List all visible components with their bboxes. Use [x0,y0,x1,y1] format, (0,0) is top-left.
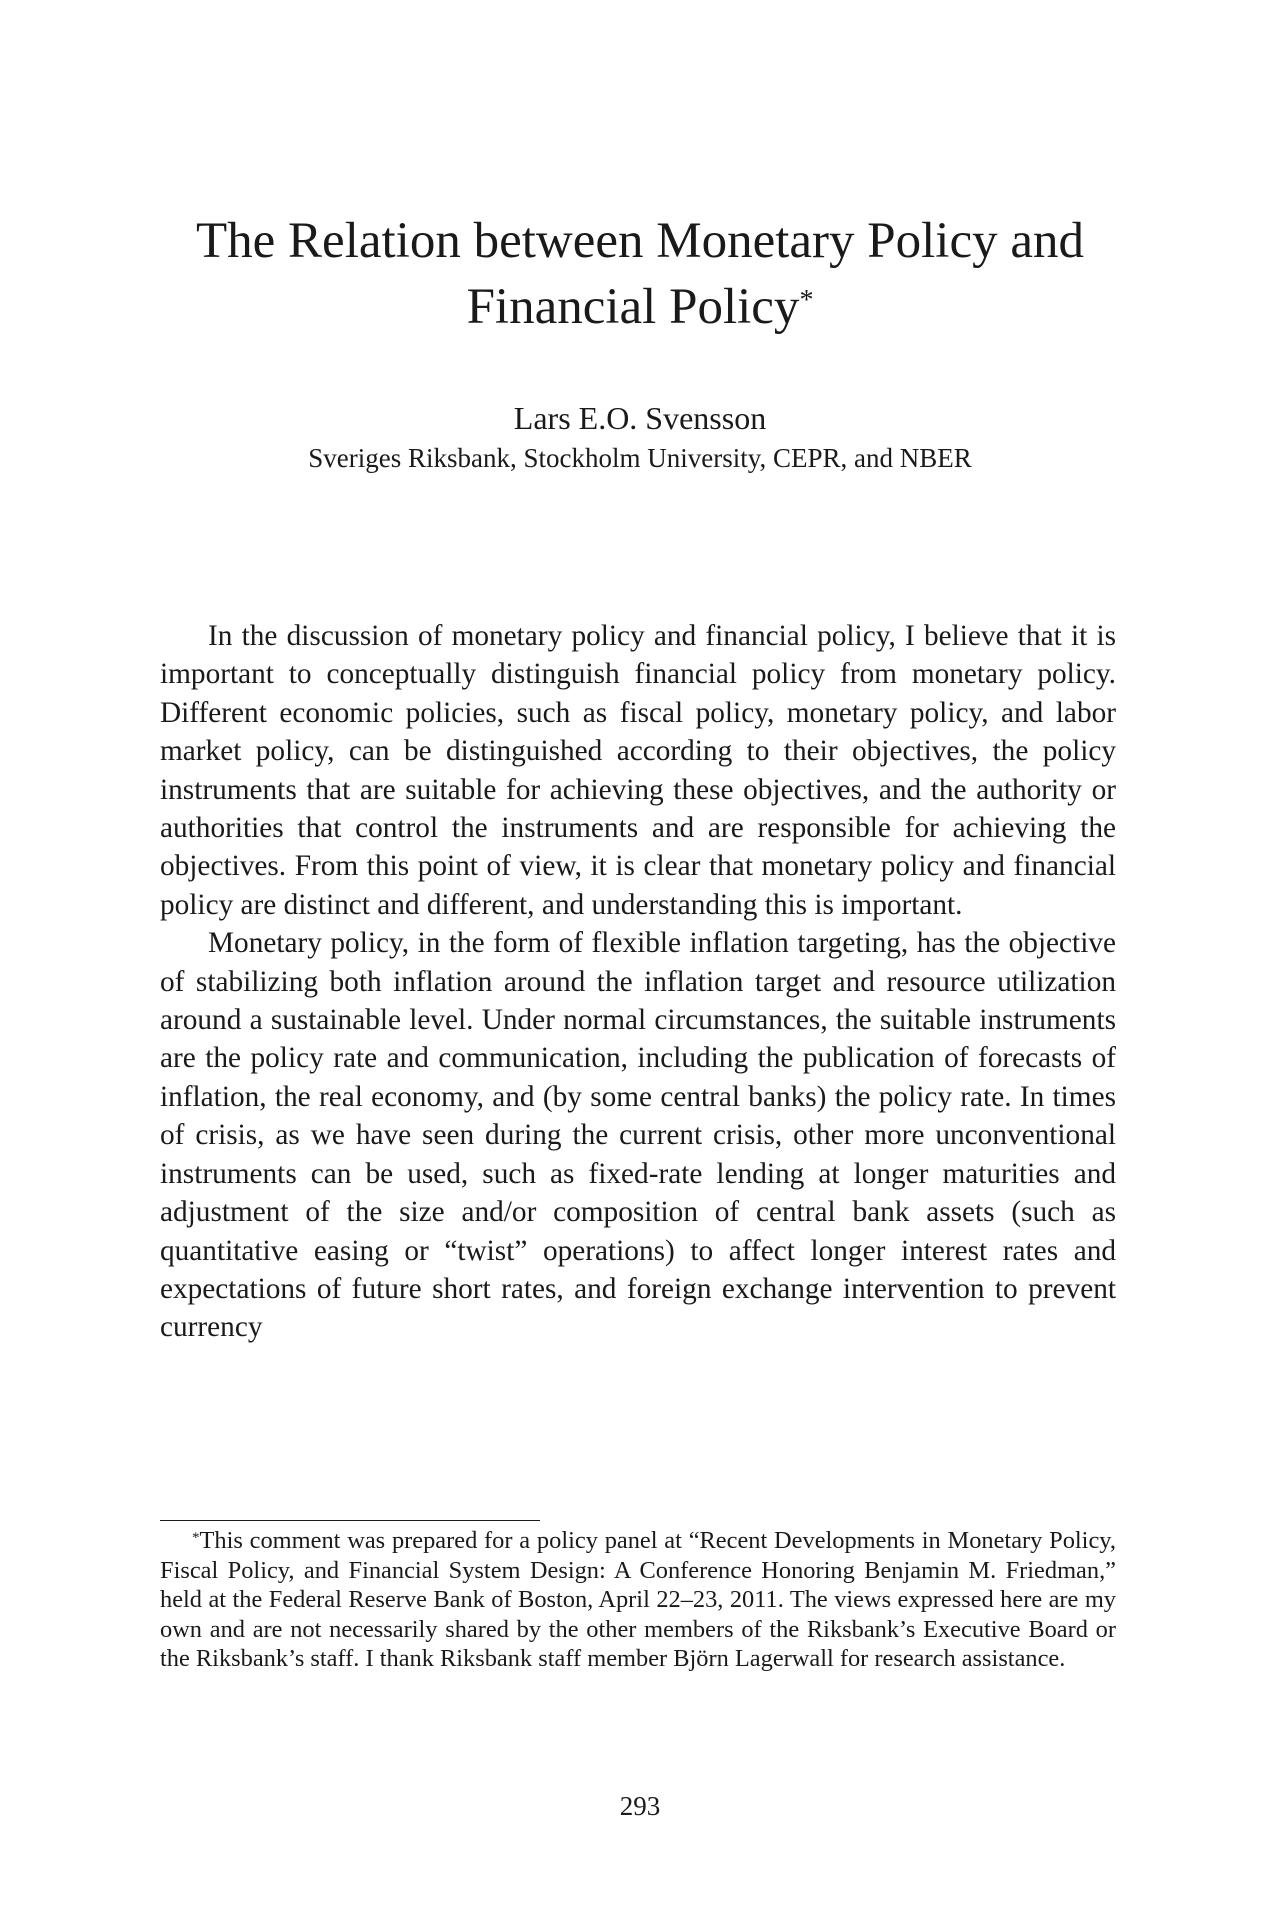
body-paragraph: Monetary policy, in the form of flexible inflation targeting, has the objective of stabilizing both inflation around the inflation target and resource utilization around a sustainable level. Under normal circumstances, the suitable instruments are the policy rate and communication, including the publication of forecasts of inflation, the real economy, and (by some central banks) the policy rate. In times of crisis, as we have seen during the current crisis, other more unconventional instruments can be used, such as fixed-rate lending at longer maturities and adjustment of the size and/or composition of central bank assets (such as quantitative easing or “twist” operations) to affect longer interest rates and expectations of future short rates, and foreign exchange intervention to prevent currency [160,927,1116,1344]
body-paragraph: In the discussion of monetary policy and financial policy, I believe that it is important to conceptually distinguish financial policy from monetary policy. Different economic policies, such as fiscal policy, monetary policy, and labor market policy, can be distinguished according to their objectives, the policy instruments that are suitable for achieving these objectives, and the authority or authorities that control the instruments and are responsible for achieving the objectives. From this point of view, it is clear that monetary policy and financial policy are distinct and different, and understanding this is important. [160,620,1116,921]
page-number: 293 [619,1791,661,1821]
body-text [160,617,1116,1347]
paper-title-text: The Relation between Monetary Policy and Financial Policy [196,213,1084,335]
footnote [160,1526,1116,1674]
footnote-mark: * [192,1530,200,1546]
paper-title [160,208,1120,340]
author-affiliation: Sveriges Riksbank, Stockholm University, CEPR, and NBER [308,443,972,473]
author-name: Lars E.O. Svensson [513,400,767,436]
footnote-rule [160,1520,540,1521]
footnote-text: This comment was prepared for a policy panel at “Recent Developments in Monetary Policy, Fiscal Policy, and Financial System Design: A Conference Honoring Benjamin M. Friedman,” held at the Federal Reserve Bank of Boston, April 22–23, 2011. The views expressed here are my own and are not necessarily shared by the other members of the Riksbank’s Executive Board or the Riksbank’s staff. I thank Riksbank staff member Björn Lagerwall for research assistance. [160,1527,1116,1672]
title-footnote-mark: * [799,285,814,316]
